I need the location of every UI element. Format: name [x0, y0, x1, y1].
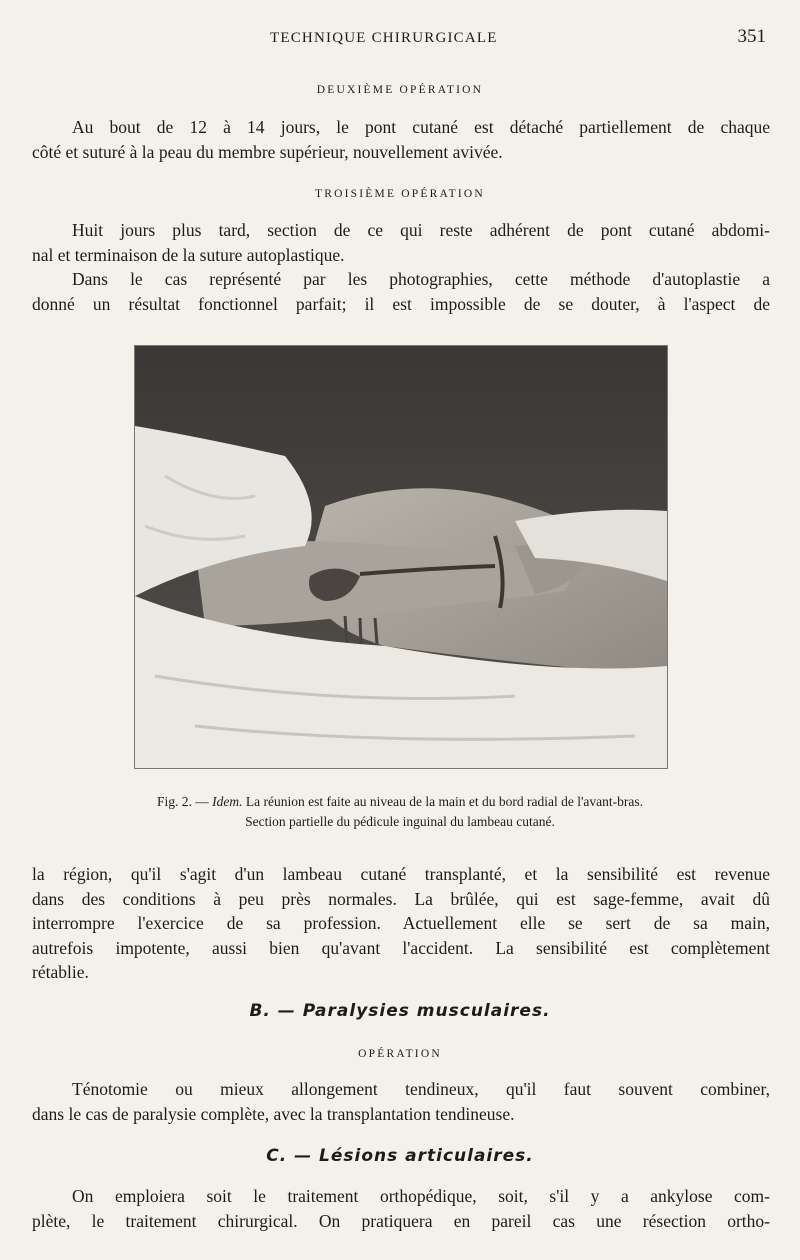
text-line: plète, le traitement chirurgical. On pratiquera en pareil cas une résection ortho-	[32, 1210, 770, 1231]
text-line: dans le cas de paralysie complète, avec la transplantation tendineuse.	[32, 1103, 515, 1124]
text-line: autrefois impotente, aussi bien qu'avant l'accident. La sensibilité est complètement	[32, 937, 770, 958]
text-line: dans des conditions à peu près normales. La brûlée, qui est sage-femme, avait dû	[32, 888, 770, 909]
figure-photograph	[134, 345, 668, 769]
paragraph-part-c	[32, 1184, 770, 1233]
running-title: TECHNIQUE CHIRURGICALE	[270, 30, 498, 46]
text-line: côté et suturé à la peau du membre supérieur, nouvellement avivée.	[32, 141, 503, 162]
text-line: donné un résultat fonctionnel parfait; il est impossible de se douter, à l'aspect de	[32, 293, 770, 314]
paragraph-continuation	[32, 862, 770, 985]
part-b-heading: B. — Paralysies musculaires.	[249, 1001, 551, 1021]
text-line: la région, qu'il s'agit d'un lambeau cutané transplanté, et la sensibilité est revenue	[32, 864, 770, 884]
text-line: nal et terminaison de la suture autoplastique.	[32, 244, 345, 265]
running-head	[0, 26, 800, 52]
text-line: Dans le cas représenté par les photographies, cette méthode d'autoplastie a	[72, 269, 770, 289]
text-line: Huit jours plus tard, section de ce qui reste adhérent de pont cutané abdomi-	[72, 220, 770, 240]
text-line: On emploiera soit le traitement orthopédique, soit, s'il y a ankylose com-	[72, 1186, 770, 1206]
part-b-subheading: OPÉRATION	[358, 1048, 442, 1060]
caption-line-2: Section partielle du pédicule inguinal du lambeau cutané.	[245, 814, 555, 829]
text-line: rétablie.	[32, 962, 89, 982]
paragraph-part-b	[32, 1077, 770, 1126]
caption-idem: Idem.	[212, 794, 243, 809]
section-heading-deuxieme: DEUXIÈME OPÉRATION	[316, 84, 484, 96]
surgical-photo-illustration	[135, 346, 667, 768]
page-number: 351	[737, 26, 766, 47]
caption-label: Fig. 2. —	[156, 794, 209, 809]
caption-text-1: La réunion est faite au niveau de la main et du bord radial de l'avant-bras.	[245, 794, 644, 809]
figure-caption	[0, 792, 800, 832]
paragraph-troisieme	[32, 218, 770, 316]
text-line: Au bout de 12 à 14 jours, le pont cutané est détaché partiellement de chaque	[72, 117, 770, 137]
text-line: Ténotomie ou mieux allongement tendineux, qu'il faut souvent combiner,	[72, 1079, 770, 1099]
part-c-heading: C. — Lésions articulaires.	[266, 1146, 534, 1166]
text-line: interrompre l'exercice de sa profession. Actuellement elle se sert de sa main,	[32, 913, 770, 933]
paragraph-deuxieme	[32, 115, 770, 164]
caption-line-1	[0, 792, 800, 812]
section-heading-troisieme: TROISIÈME OPÉRATION	[315, 188, 485, 200]
